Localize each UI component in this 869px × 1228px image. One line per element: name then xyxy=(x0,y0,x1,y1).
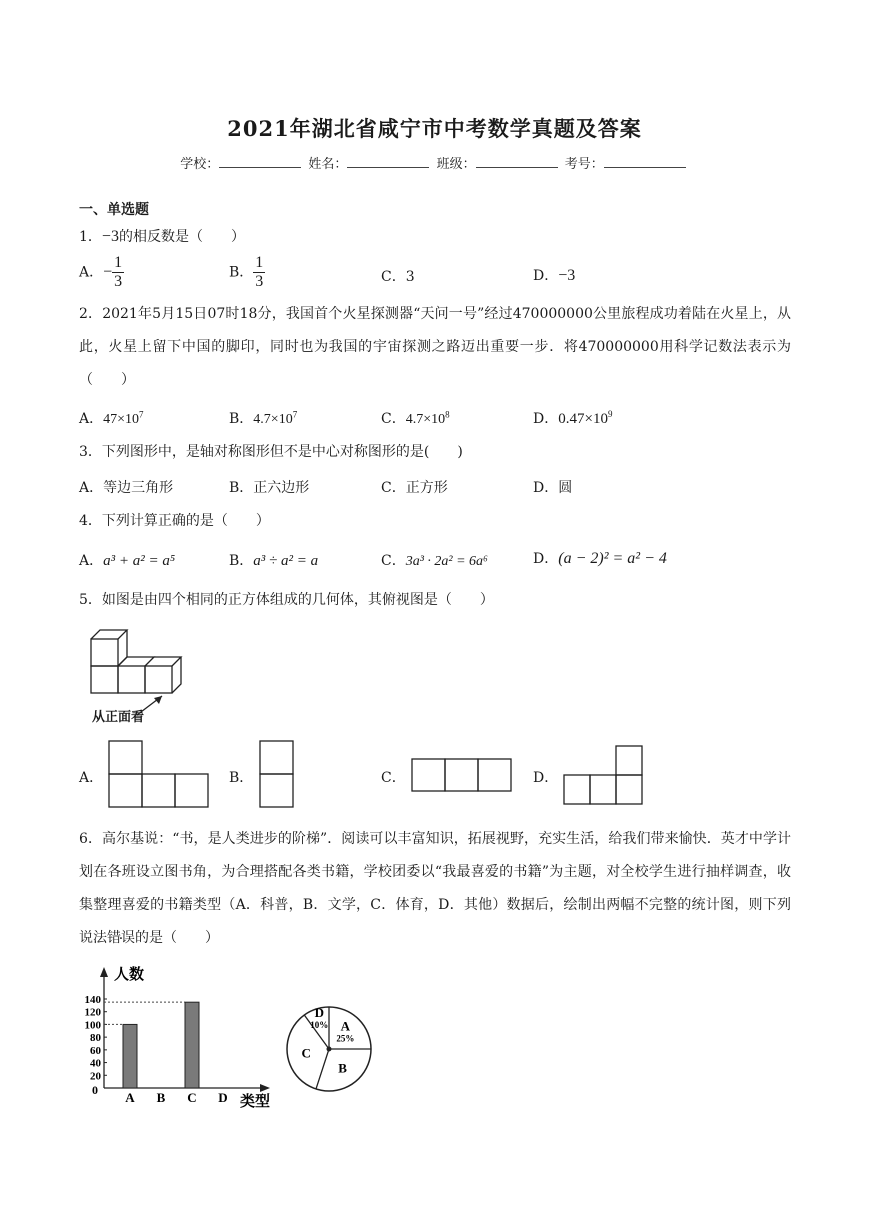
question-1-option-c: C．3 xyxy=(381,269,415,285)
y-tick-label: 20 xyxy=(90,1070,101,1083)
exam-no-blank xyxy=(604,155,686,168)
question-1-stem: 1．−3的相反数是（ ） xyxy=(79,228,245,245)
class-label: 班级： xyxy=(436,157,476,172)
question-5-option-c-label: C． xyxy=(381,770,406,786)
question-2-stem: 2．2021年5月15日07时18分，我国首个火星探测器“天问一号”经过470000000公里旅程成功着陆在火星上，从此，火星上留下中国的脚印，同时也为我国的宇宙探测之路迈出重要一步．将470000000用科学记数法表示为（ ） xyxy=(79,306,791,388)
x-tick-label-C: C xyxy=(187,1090,197,1105)
question-2-option-d: D．$0.47\times 10^9$ xyxy=(533,409,613,427)
question-5-option-d-figure xyxy=(562,745,644,807)
origin-label: 0 xyxy=(92,1083,98,1097)
pie-slice-label-C: C xyxy=(301,1045,311,1061)
y-axis-label: 人数 xyxy=(114,967,145,983)
page-title: 2021年湖北省咸宁市中考数学真题及答案 xyxy=(227,116,642,141)
pie-chart xyxy=(282,1002,382,1098)
question-5-option-d-label: D． xyxy=(533,770,559,786)
y-axis-arrow xyxy=(100,967,108,977)
question-2-option-c: C．$4.7\times 10^8$ xyxy=(381,409,450,427)
name-blank xyxy=(347,155,429,168)
question-5-option-a-figure xyxy=(108,739,210,809)
question-3-option-b: B．正六边形 xyxy=(229,480,310,496)
x-tick-label-A: A xyxy=(125,1090,135,1105)
y-tick-label: 60 xyxy=(90,1044,101,1057)
question-5-option-a-label: A． xyxy=(79,770,104,786)
question-5-stem: 5．如图是由四个相同的正方体组成的几何体，其俯视图是（ ） xyxy=(79,592,494,608)
question-5-option-b-label: B． xyxy=(229,770,254,786)
x-axis-arrow xyxy=(260,1084,270,1092)
question-3-option-d: D．圆 xyxy=(533,480,573,496)
section-heading: 一、单选题 xyxy=(79,202,149,218)
x-tick-label-D: D xyxy=(218,1090,228,1105)
y-tick-label: 40 xyxy=(90,1057,101,1070)
y-tick-label: 80 xyxy=(90,1032,101,1045)
class-blank xyxy=(476,155,558,168)
pie-divider-C xyxy=(316,1049,329,1089)
pie-slice-label-D: D xyxy=(314,1005,324,1021)
x-tick-label-B: B xyxy=(156,1090,166,1105)
pie-center xyxy=(327,1047,332,1052)
student-info-line xyxy=(0,153,869,172)
question-1-option-b: B． $\frac{1}{3}$ xyxy=(229,254,264,290)
pie-slice-percent-D: 10% xyxy=(310,1020,329,1031)
pie-slice-percent-A: 25% xyxy=(336,1033,355,1044)
question-4-option-b: B．a³ ÷ a² = a xyxy=(229,553,319,569)
question-5-option-b-figure xyxy=(259,739,295,809)
question-4-stem: 4．下列计算正确的是（ ） xyxy=(79,513,270,529)
x-axis-label: 类型 xyxy=(240,1094,271,1110)
y-tick-label: 100 xyxy=(84,1019,101,1032)
pie-slice-label-B: B xyxy=(338,1060,347,1076)
front-view-caption: 从正面看 xyxy=(92,710,145,725)
question-2-option-a: A．$47\times 10^7$ xyxy=(79,409,144,427)
question-3-option-a: A．等边三角形 xyxy=(79,480,174,496)
emphasis-word: 错误 · xyxy=(107,930,135,946)
question-2-option-b: B．$4.7\times 10^7$ xyxy=(229,409,298,427)
question-5-option-c-figure xyxy=(411,757,513,793)
bar-A xyxy=(123,1024,137,1088)
question-3-stem: 3．下列图形中，是轴对称图形但不是中心对称图形的是( ) xyxy=(79,444,463,460)
bar-chart xyxy=(80,965,280,1115)
question-4-option-d: D．(a − 2)² = a² − 4 xyxy=(533,550,667,567)
question-1-option-d: D．−3 xyxy=(533,267,576,284)
name-label: 姓名： xyxy=(308,157,348,172)
pie-slice-label-A: A xyxy=(340,1018,351,1034)
bar-C xyxy=(185,1002,199,1088)
question-4-option-a: A．a³ + a² = a⁵ xyxy=(79,553,176,569)
school-label: 学校： xyxy=(180,157,220,172)
y-tick-label: 120 xyxy=(84,1006,101,1019)
question-6-stem: 6．高尔基说：“书，是人类进步的阶梯”．阅读可以丰富知识，拓展视野，充实生活，给我们带来愉快．英才中学计划在各班设立图书角，为合理搭配各类书籍，学校团委以“我最喜爱的书籍”为主题，对全校学生进行抽样调查，收集整理喜爱的书籍类型（A．科普，B．文学，C．体育，D．其他）数据后，绘制出两幅不完整的统计图，则下列说法错误 ·的是（ ） xyxy=(79,823,791,955)
exam-no-label: 考号： xyxy=(564,157,604,172)
school-blank xyxy=(219,155,301,168)
question-3-option-c: C．正方形 xyxy=(381,480,448,496)
question-4-option-c: C．3a³ · 2a² = 6a⁶ xyxy=(381,553,488,569)
question-1-option-a: A．− $\frac{1}{3}$ xyxy=(79,254,123,290)
y-tick-label: 140 xyxy=(84,994,101,1006)
